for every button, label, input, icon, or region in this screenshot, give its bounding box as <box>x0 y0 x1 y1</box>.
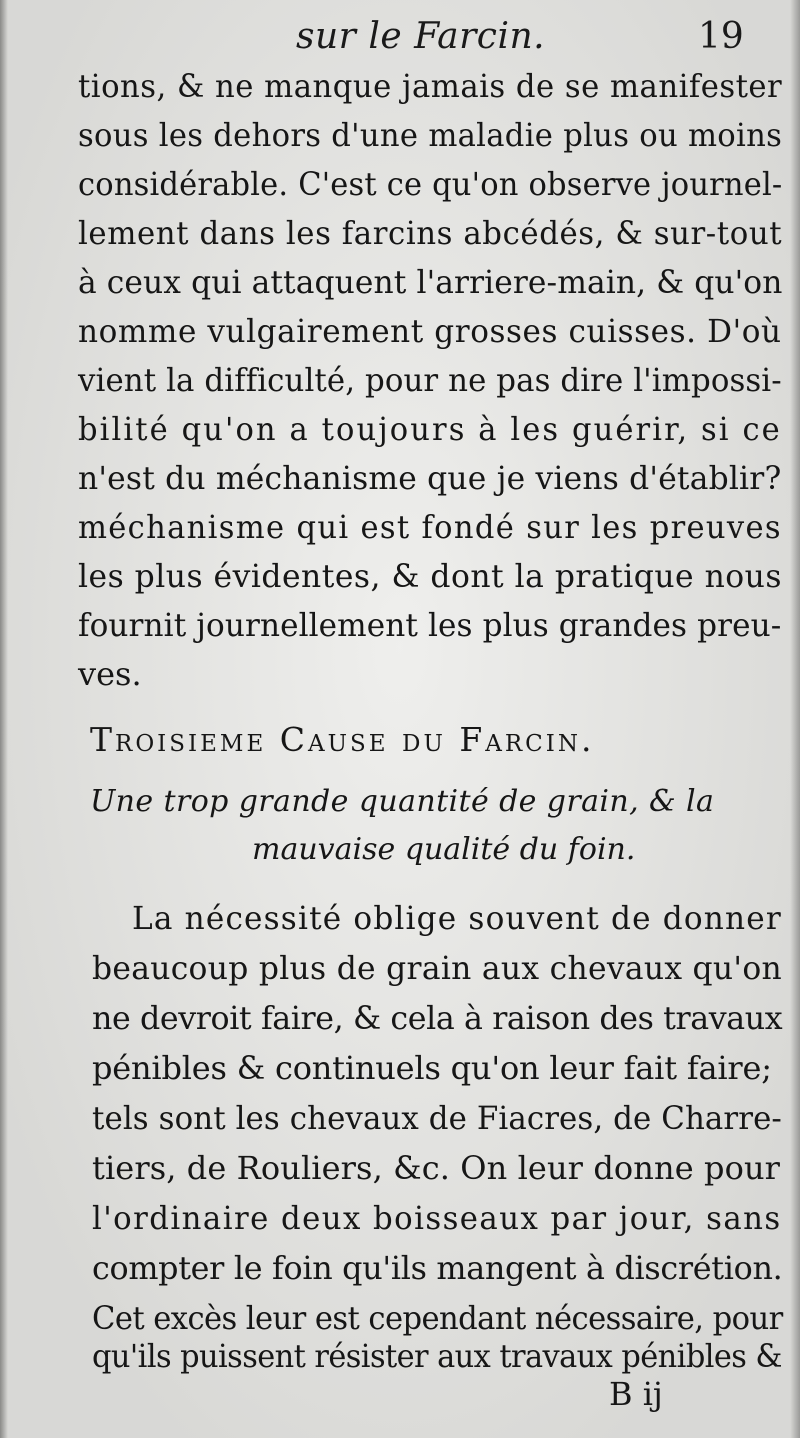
text-line: Cet excès leur est cependant nécessaire, pour <box>92 1299 783 1337</box>
text-line: tels sont les chevaux de Fiacres, de Charre- <box>92 1099 782 1137</box>
text-line: tions, & ne manque jamais de se manifester <box>78 67 783 105</box>
text-line: pénibles & continuels qu'on leur fait faire; <box>92 1049 772 1087</box>
text-line: vient la difficulté, pour ne pas dire l'impossi- <box>78 361 782 399</box>
text-line: n'est du méchanisme que je viens d'établir? <box>78 459 782 497</box>
text-line: sous les dehors d'une maladie plus ou moins <box>78 116 783 154</box>
text-line: bilité qu'on a toujours à les guérir, si ce <box>78 410 782 448</box>
text-line: les plus évidentes, & dont la pratique nous <box>78 557 782 595</box>
text-line: l'ordinaire deux boisseaux par jour, sans <box>92 1199 782 1237</box>
text-line: fournit journellement les plus grandes preu- <box>78 606 782 644</box>
text-line: méchanisme qui est fondé sur les preuves <box>78 508 782 546</box>
text-line: nomme vulgairement grosses cuisses. D'où <box>78 312 782 350</box>
page-edge-shadow-right <box>790 0 800 1438</box>
signature-mark: B ij <box>609 1375 663 1413</box>
text-line: La nécessité oblige souvent de donner <box>132 899 782 937</box>
text-line: ne devroit faire, & cela à raison des travaux <box>92 999 783 1037</box>
running-head <box>0 16 800 60</box>
section-heading: Troisieme Cause du Farcin. <box>90 720 595 759</box>
page-edge-shadow-left <box>0 0 8 1438</box>
text-line: à ceux qui attaquent l'arriere-main, & qu'on <box>78 263 783 301</box>
text-line: lement dans les farcins abcédés, & sur-tout <box>78 214 783 252</box>
text-line: compter le foin qu'ils mangent à discrétion. <box>92 1249 783 1287</box>
section-subheading-line: mauvaise qualité du foin. <box>252 832 636 867</box>
text-line: ves. <box>78 655 142 693</box>
text-line: tiers, de Rouliers, &c. On leur donne pour <box>92 1149 781 1187</box>
section-subheading-line: Une trop grande quantité de grain, & la <box>90 784 715 819</box>
text-line: qu'ils puissent résister aux travaux pénibles & <box>92 1337 782 1375</box>
text-line: considérable. C'est ce qu'on observe journel- <box>78 165 783 203</box>
running-title: sur le Farcin. <box>296 16 546 57</box>
page-number: 19 <box>698 16 744 57</box>
text-line: beaucoup plus de grain aux chevaux qu'on <box>92 949 782 987</box>
